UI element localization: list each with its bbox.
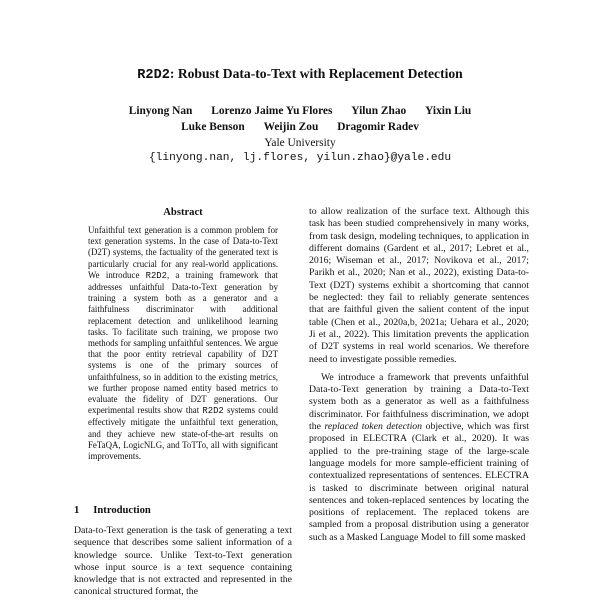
paragraph-text: We introduce a framework that prevents unfaithful Data-to-Text generation by training a Data-to-Text system both as a generator as well as a faithfulness discriminator. For faithfulness discrimination, we adopt the — [309, 371, 529, 433]
author-name: Lorenzo Jaime Yu Flores — [211, 105, 333, 117]
author-line-1 — [0, 105, 600, 117]
paragraph: to allow realization of the surface text. Although this task has been studied comprehensively in many works, from task design, modeling techniques, to application in different domains (Gardent et al., 2017; Lebret et al., 2016; Wiseman et al., 2017; Novikova et al., 2017; Parikh et al., 2020; Nan et al., 2022), existing Data-to-Text (D2T) systems exhibit a shortcoming that cannot be neglected: they fail to reliably generate sentences that are faithful given the salient content of the input table (Chen et al., 2020a,b, 2021a; Uehara et al., 2020; Ji et al., 2022). This limitation prevents the application of D2T systems in real world scenarios. We therefore need to investigate possible remedies. — [309, 206, 529, 365]
emphasis-term: replaced token detection — [324, 421, 423, 433]
author-name: Yixin Liu — [425, 105, 472, 117]
section-heading — [74, 505, 151, 516]
author-name: Linyong Nan — [128, 105, 193, 117]
system-name: R2D2 — [145, 270, 167, 281]
section-number: 1 — [74, 505, 80, 516]
affiliation: Yale University — [264, 137, 336, 149]
section-title: Introduction — [93, 505, 151, 516]
title-text: : Robust Data-to-Text with Replacement Detection — [169, 66, 463, 81]
author-name: Yilun Zhao — [351, 105, 407, 117]
right-column — [309, 206, 529, 544]
title-system-name: R2D2 — [137, 68, 170, 83]
abstract-body — [88, 225, 278, 462]
author-name: Weijin Zou — [263, 121, 319, 133]
author-name: Dragomir Radev — [337, 121, 419, 133]
introduction-text — [74, 525, 292, 599]
paper-title — [0, 66, 600, 83]
abstract-text: systems could effectively mitigate the unfaithful text generation, and they achieve new state-of-the-art results on FeTaQA, LogicNLG, and ToTTo, all with significant improvements. — [88, 405, 278, 462]
system-name: R2D2 — [202, 406, 224, 417]
paragraph — [309, 372, 529, 544]
abstract-text: Unfaithful text generation is a common problem for text generation systems. In the case of Data-to-Text (D2T) systems, the factuality of the generated text is particularly crucial for any real-world applications. We introduce — [88, 225, 278, 280]
author-emails: {linyong.nan, lj.flores, yilun.zhao}@yale.edu — [148, 152, 452, 164]
abstract-text: , a training framework that addresses unfaithful Data-to-Text generation by training a system both as a generator and a faithfulness discriminator with additional replacement detection and unlikelihood learning tasks. To facilitate such training, we propose two methods for sampling unfaithful sentences. We argue that the poor entity retrieval capability of D2T systems is one of the primary sources of unfaithfulness, so in addition to the existing metrics, we further propose named entity based metrics to evaluate the fidelity of D2T generations. Our experimental results show that — [88, 269, 278, 416]
paragraph-text: objective, which was first proposed in ELECTRA (Clark et al., 2020). It was applied to the pre-training stage of the large-scale language models for more sample-efficient training of contextualized representations of sentences. ELECTRA is tasked to discriminate between original natural sentences and token-replaced sentences by locating the positions of replacement. The replaced tokens are sampled from a proposal distribution using a generator such as a Masked Language Model to fill some masked — [309, 421, 529, 543]
author-line-2 — [0, 121, 600, 133]
abstract-heading: Abstract — [163, 207, 203, 218]
paragraph: Data-to-Text generation is the task of generating a text sequence that describes some salient information of a knowledge source. Unlike Text-to-Text generation whose input source is a text sequence containing knowledge that is not extracted and represented in the canonical structured format, the — [74, 525, 292, 598]
author-name: Luke Benson — [181, 121, 245, 133]
